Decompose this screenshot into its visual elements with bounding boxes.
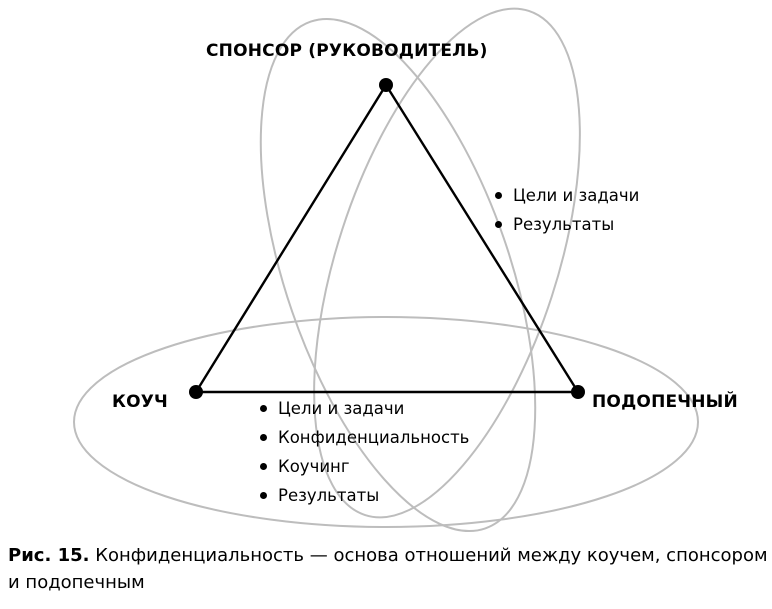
list-item-label: Результаты (513, 215, 615, 234)
list-item (258, 423, 469, 452)
list-item-label: Коучинг (278, 457, 350, 476)
vertex-dot-sponsor (379, 78, 393, 92)
list-item (258, 394, 469, 423)
list-item (493, 210, 639, 239)
vertex-label-coach: КОУЧ (112, 392, 168, 412)
bullet-dot-icon (495, 192, 502, 199)
vertex-label-sponsor: СПОНСОР (РУКОВОДИТЕЛЬ) (206, 41, 488, 61)
list-item (258, 452, 469, 481)
bullet-dot-icon (260, 434, 267, 441)
sponsor-coachee-edge-list (493, 181, 639, 239)
bullet-dot-icon (260, 492, 267, 499)
vertex-dot-coach (189, 385, 203, 399)
bullet-dot-icon (260, 405, 267, 412)
figure-number: Рис. 15. (8, 545, 90, 566)
bullet-dot-icon (260, 463, 267, 470)
bullet-dot-icon (495, 221, 502, 228)
vertex-label-coachee: ПОДОПЕЧНЫЙ (592, 392, 738, 412)
list-item-label: Цели и задачи (513, 186, 640, 205)
figure-caption (8, 542, 768, 596)
list-item-label: Цели и задачи (278, 399, 405, 418)
list-item (493, 181, 639, 210)
list-item (258, 481, 469, 510)
list-item-label: Результаты (278, 486, 380, 505)
list-item-label: Конфиденциальность (278, 428, 470, 447)
coach-coachee-edge-list (258, 394, 469, 510)
figure-caption-text: Конфиденциальность — основа отношений между коучем, спонсором и подопечным (8, 545, 768, 593)
vertex-dot-coachee (571, 385, 585, 399)
